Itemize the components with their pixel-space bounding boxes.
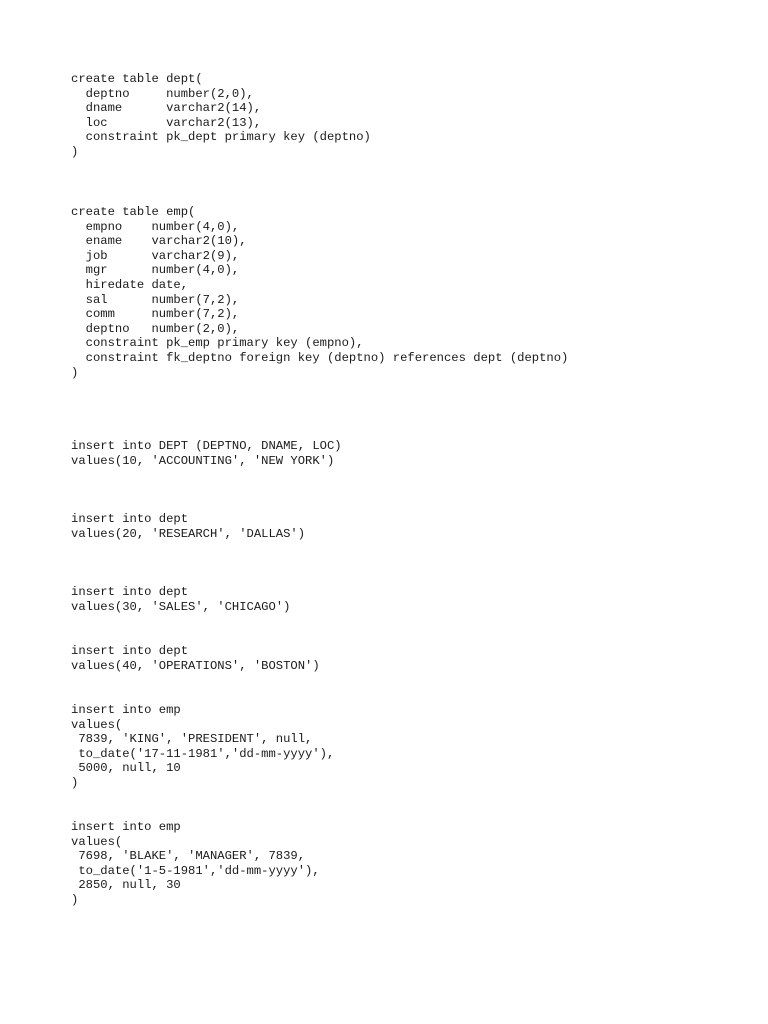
- insert-dept-20-block: [71, 512, 305, 541]
- code-line: constraint fk_deptno foreign key (deptno) references dept (deptno): [71, 350, 569, 365]
- code-line: comm number(7,2),: [71, 307, 240, 322]
- insert-dept-30-block: [71, 585, 290, 614]
- code-line: sal number(7,2),: [71, 292, 240, 307]
- code-line: values(10, 'ACCOUNTING', 'NEW YORK'): [71, 453, 335, 468]
- code-line: ): [71, 892, 79, 907]
- code-line: 2850, null, 30: [71, 878, 181, 893]
- create-table-dept-block: [71, 72, 371, 160]
- code-line: 5000, null, 10: [71, 761, 181, 776]
- code-line: insert into dept: [71, 512, 189, 526]
- code-line: 7839, 'KING', 'PRESIDENT', null,: [71, 732, 313, 747]
- code-line: values(: [71, 834, 123, 849]
- code-line: hiredate date,: [71, 277, 189, 292]
- code-line: values(30, 'SALES', 'CHICAGO'): [71, 599, 291, 614]
- code-line: 7698, 'BLAKE', 'MANAGER', 7839,: [71, 849, 306, 864]
- code-line: dname varchar2(14),: [71, 101, 262, 116]
- code-line: insert into emp: [71, 703, 181, 717]
- insert-dept-10-block: [71, 439, 342, 468]
- insert-emp-7839-block: [71, 703, 334, 791]
- code-line: deptno number(2,0),: [71, 86, 254, 101]
- code-line: empno number(4,0),: [71, 219, 240, 234]
- code-line: insert into dept: [71, 585, 189, 599]
- code-line: values(40, 'OPERATIONS', 'BOSTON'): [71, 658, 320, 673]
- code-line: ename varchar2(10),: [71, 234, 247, 249]
- code-line: constraint pk_emp primary key (empno),: [71, 336, 364, 351]
- code-line: create table emp(: [71, 205, 196, 219]
- code-line: mgr number(4,0),: [71, 263, 240, 278]
- code-line: job varchar2(9),: [71, 248, 240, 263]
- code-line: insert into emp: [71, 820, 181, 834]
- create-table-emp-block: [71, 205, 568, 380]
- code-line: to_date('17-11-1981','dd-mm-yyyy'),: [71, 746, 335, 761]
- code-line: insert into dept: [71, 644, 189, 658]
- code-line: ): [71, 775, 79, 790]
- code-line: values(: [71, 717, 123, 732]
- code-line: constraint pk_dept primary key (deptno): [71, 130, 371, 145]
- insert-emp-7698-block: [71, 820, 320, 908]
- code-line: ): [71, 144, 79, 159]
- code-line: ): [71, 365, 79, 380]
- code-line: to_date('1-5-1981','dd-mm-yyyy'),: [71, 863, 320, 878]
- code-line: create table dept(: [71, 72, 203, 86]
- insert-dept-40-block: [71, 644, 320, 673]
- code-line: deptno number(2,0),: [71, 321, 240, 336]
- code-line: insert into DEPT (DEPTNO, DNAME, LOC): [71, 439, 342, 453]
- code-line: values(20, 'RESEARCH', 'DALLAS'): [71, 526, 306, 541]
- code-line: loc varchar2(13),: [71, 115, 262, 130]
